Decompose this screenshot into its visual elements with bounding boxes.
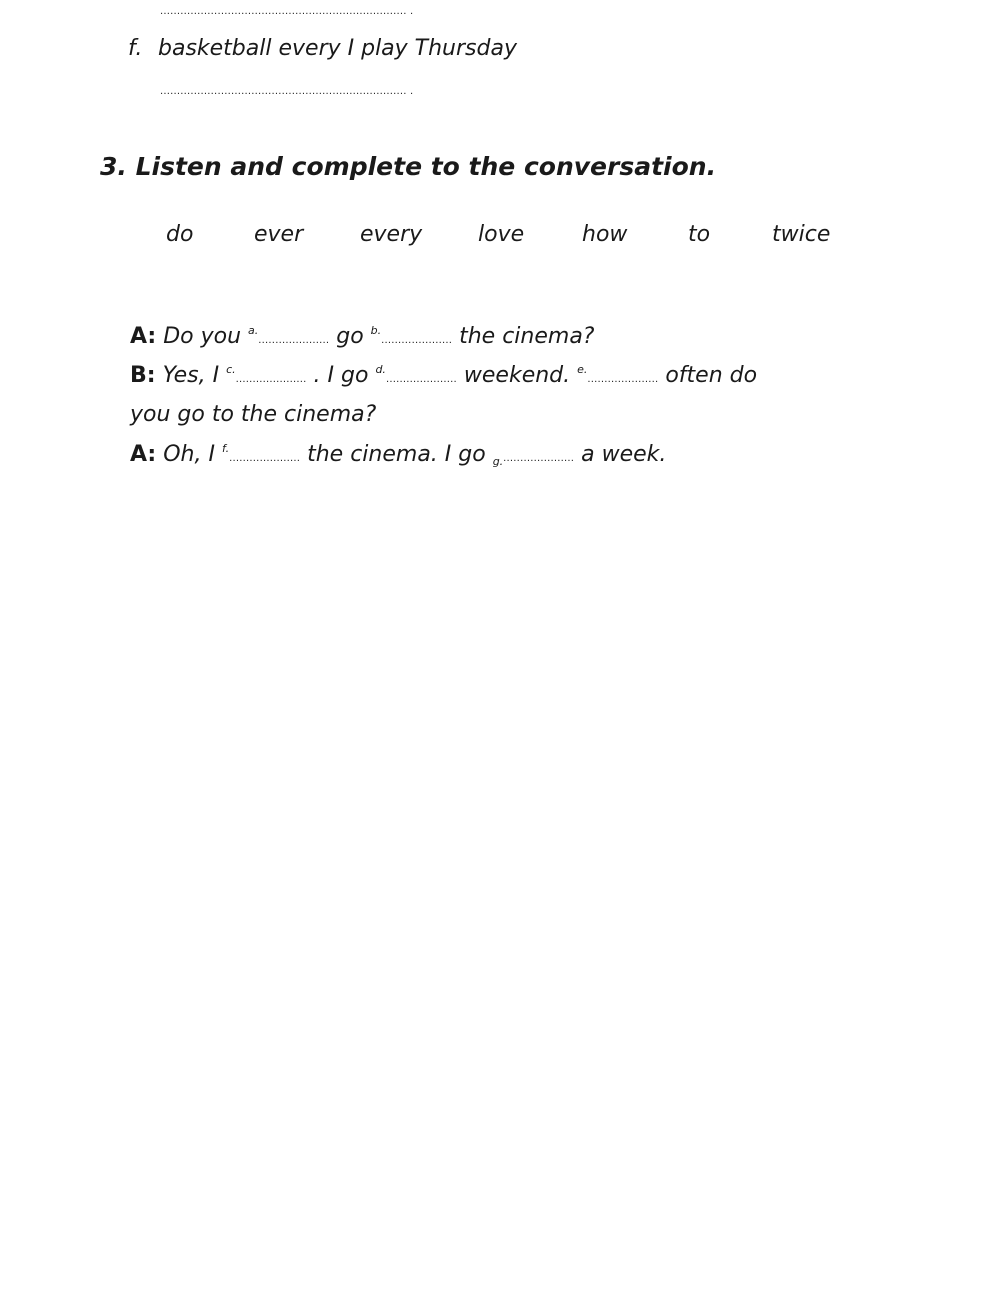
answer-blank[interactable]: ..................... [258,335,330,346]
speaker-label: A: [130,442,157,467]
answer-blank[interactable]: ..................... [503,453,575,464]
line-text: a week. [574,442,667,467]
word-bank-item: how [582,222,628,247]
line-text: the cinema? [452,324,595,349]
word-bank-item: love [478,222,525,247]
section-heading: 3. Listen and complete to the conversation. [100,152,717,181]
line-text: Yes, I [155,363,227,388]
conversation-line-b1-cont [130,402,376,427]
line-text: weekend. [456,363,578,388]
word-bank-item: do [166,222,194,247]
blank-marker: b. [370,324,382,337]
answer-line[interactable]: ......................................................................... . [160,86,414,97]
conversation-line-a2 [130,442,666,468]
word-bank-item: twice [772,222,831,247]
blank-marker: a. [248,324,259,337]
word-bank-item: to [688,222,711,247]
word-bank-item: ever [254,222,304,247]
line-text: go [329,324,371,349]
line-text: often do [658,363,758,388]
line-text: Do you [156,324,249,349]
answer-blank[interactable]: ..................... [381,335,453,346]
item-letter: f. [128,36,143,61]
word-bank-item: every [360,222,423,247]
line-text: the cinema. I go [300,442,493,467]
blank-marker: c. [226,363,236,376]
answer-blank[interactable]: ..................... [235,374,307,385]
answer-blank[interactable]: ..................... [385,374,457,385]
line-text: . I go [306,363,376,388]
blank-marker: f. [221,442,230,455]
answer-line[interactable]: ......................................................................... . [160,6,414,17]
line-text: Oh, I [156,442,222,467]
scrambled-sentence: basketball every I play Thursday [158,36,517,61]
blank-marker: g. [492,455,504,468]
conversation-line-b1 [130,363,757,388]
speaker-label: B: [130,363,156,388]
line-text: you go to the cinema? [130,402,377,427]
answer-blank[interactable]: ..................... [587,374,659,385]
blank-marker: d. [375,363,386,376]
conversation-line-a1 [130,324,594,349]
answer-blank[interactable]: ..................... [229,453,301,464]
blank-marker: e. [577,363,588,376]
speaker-label: A: [130,324,157,349]
